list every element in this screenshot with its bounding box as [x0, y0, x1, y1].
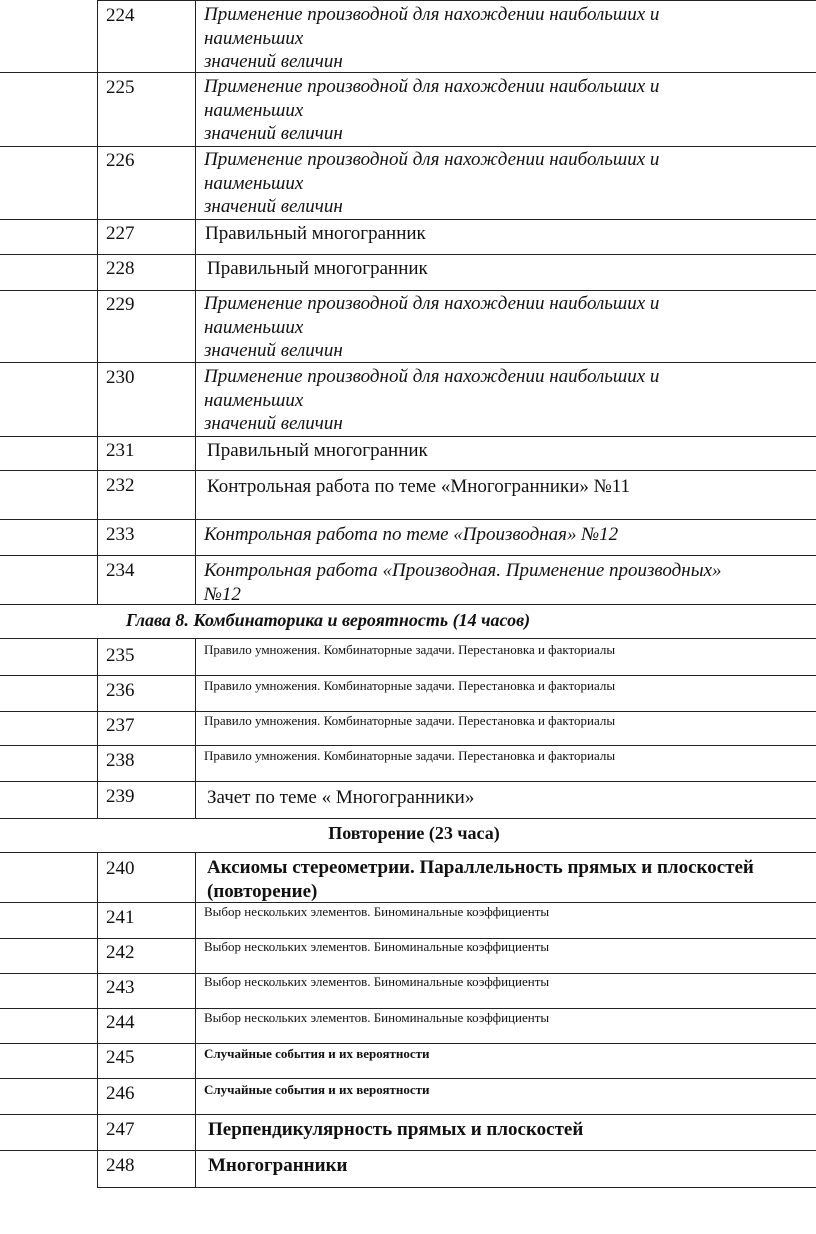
lesson-topic: Правило умножения. Комбинаторные задачи. Перестановка и факториалы [204, 748, 616, 763]
lesson-number: 238 [106, 750, 135, 771]
lesson-number: 234 [106, 560, 135, 581]
lesson-number: 231 [106, 440, 135, 461]
lesson-topic: Применение производной для нахождении наибольших и наименьших значений величин [204, 366, 660, 434]
lesson-number: 241 [106, 907, 135, 928]
lesson-topic: Применение производной для нахождении наибольших и наименьших значений величин [204, 4, 660, 72]
lesson-topic: Случайные события и их вероятности [204, 1046, 430, 1061]
lesson-topic: Выбор нескольких элементов. Биноминальные коэффициенты [204, 1010, 550, 1025]
lesson-number: 233 [106, 524, 135, 545]
lesson-number: 230 [106, 367, 135, 388]
chapter-heading: Глава 8. Комбинаторика и вероятность (14 часов) [125, 610, 531, 630]
lesson-topic: Правильный многогранник [205, 223, 426, 244]
lesson-number: 227 [106, 223, 135, 244]
lesson-topic: Применение производной для нахождении наибольших и наименьших значений величин [204, 293, 660, 361]
lesson-number: 236 [106, 680, 135, 701]
lesson-number: 246 [106, 1083, 135, 1104]
lesson-number: 235 [106, 645, 135, 666]
lesson-number: 240 [106, 858, 135, 879]
lesson-topic: Выбор нескольких элементов. Биноминальные коэффициенты [204, 974, 550, 989]
lesson-number: 244 [106, 1012, 135, 1033]
lesson-number: 247 [106, 1119, 135, 1140]
lesson-number: 226 [106, 150, 135, 171]
lesson-topic: Выбор нескольких элементов. Биноминальные коэффициенты [204, 939, 550, 954]
lesson-topic: Выбор нескольких элементов. Биноминальные коэффициенты [204, 904, 550, 919]
review-heading: Повторение (23 часа) [328, 823, 500, 843]
lesson-number: 224 [106, 5, 135, 26]
lesson-topic: Аксиомы стереометрии. Параллельность прямых и плоскостей (повторение) [207, 857, 754, 902]
lesson-number: 228 [106, 258, 135, 279]
lesson-number: 237 [106, 715, 135, 736]
lesson-topic: Правило умножения. Комбинаторные задачи. Перестановка и факториалы [204, 642, 616, 657]
lesson-topic: Контрольная работа по теме «Производная» №12 [204, 524, 619, 545]
lesson-number: 232 [106, 475, 135, 496]
lesson-number: 239 [106, 786, 135, 807]
lesson-topic: Правильный многогранник [207, 440, 428, 461]
lesson-topic: Правильный многогранник [207, 258, 428, 279]
lesson-topic: Контрольная работа «Производная. Применение производных» №12 [204, 560, 722, 605]
lesson-number: 243 [106, 977, 135, 998]
lesson-number: 248 [106, 1155, 135, 1176]
lesson-topic: Применение производной для нахождении наибольших и наименьших значений величин [204, 149, 660, 217]
lesson-topic: Контрольная работа по теме «Многогранники» №11 [207, 476, 631, 497]
lesson-topic: Зачет по теме « Многогранники» [207, 787, 475, 808]
lesson-topic: Применение производной для нахождении наибольших и наименьших значений величин [204, 76, 660, 144]
lesson-number: 242 [106, 942, 135, 963]
lesson-number: 229 [106, 294, 135, 315]
lesson-number: 245 [106, 1047, 135, 1068]
lesson-topic: Правило умножения. Комбинаторные задачи. Перестановка и факториалы [204, 713, 616, 728]
lesson-topic: Многогранники [208, 1155, 348, 1176]
lesson-topic: Случайные события и их вероятности [204, 1082, 430, 1097]
lesson-topic: Перпендикулярность прямых и плоскостей [208, 1119, 584, 1140]
lesson-topic: Правило умножения. Комбинаторные задачи. Перестановка и факториалы [204, 678, 616, 693]
lesson-number: 225 [106, 77, 135, 98]
